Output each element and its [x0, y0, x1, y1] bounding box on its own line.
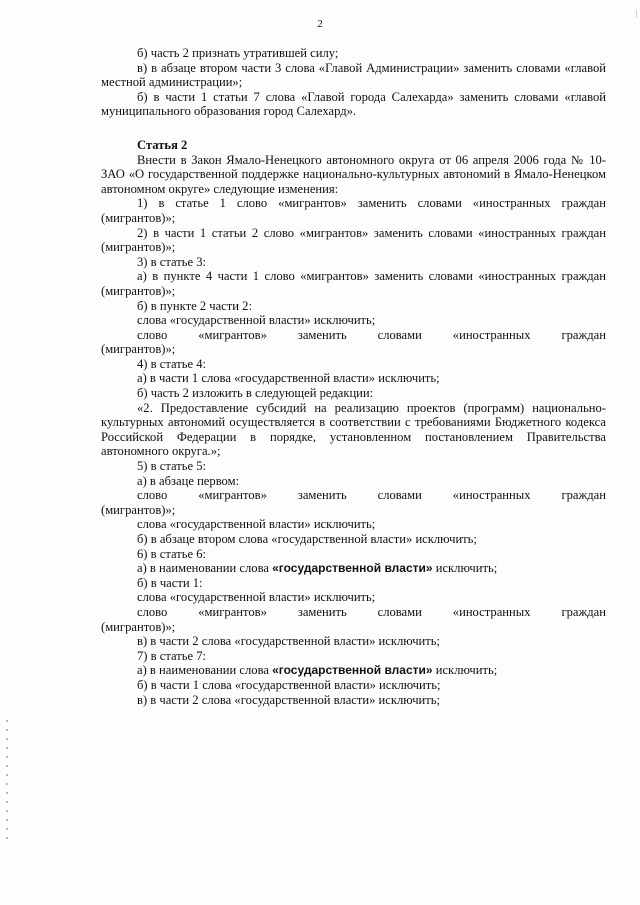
item-7a-post: исключить; [432, 663, 498, 678]
item-2: 2) в части 1 статьи 2 слово «мигрантов» заменить словами «иностранных граждан (мигрантов)»; [101, 225, 606, 255]
item-7a-bold: «государственной власти» [272, 663, 433, 678]
item-7b: б) в части 1 слова «государственной власти» исключить; [137, 677, 441, 692]
item-5a-1-end: (мигрантов)»; [101, 502, 176, 517]
word: «иностранных [452, 604, 531, 619]
word: граждан [561, 604, 606, 619]
item-1: 1) в статье 1 слово «мигрантов» заменить словами «иностранных граждан (мигрантов)»; [101, 196, 606, 225]
line-l1: б) часть 2 признать утратившей силу; [137, 46, 339, 60]
item-3b-2-end: (мигрантов)»; [101, 342, 176, 357]
item-7: 7) в статье 7: [137, 648, 207, 663]
word: «иностранных [452, 488, 531, 503]
item-5a-1-line [101, 488, 606, 503]
item-6b: б) в части 1: [137, 575, 203, 590]
word: словами [377, 488, 422, 503]
item-4: 4) в статье 4: [137, 356, 207, 371]
item-7a-pre: а) в наименовании слова [137, 663, 273, 678]
word: «мигрантов» [198, 488, 267, 503]
item-3: 3) в статье 3: [137, 254, 207, 269]
word: граждан [561, 327, 606, 342]
item-4b: б) часть 2 изложить в следующей редакции: [137, 386, 374, 401]
word: граждан [561, 488, 606, 503]
word: «мигрантов» [198, 604, 267, 619]
line-l3: б) в части 1 статьи 7 слова «Главой города Салехарда» заменить словами «главой муниципального образования город Салехард». [101, 89, 606, 119]
word: словами [377, 327, 422, 342]
word: заменить [297, 488, 347, 503]
item-6c: в) в части 2 слова «государственной власти» исключить; [137, 634, 441, 649]
item-6b-2-end: (мигрантов)»; [101, 619, 176, 634]
item-7a [101, 663, 606, 678]
item-6a [101, 561, 606, 576]
line-l2: в) в абзаце втором части 3 слова «Главой Администрации» заменить словами «главой местной администрации»; [101, 60, 606, 90]
item-5: 5) в статье 5: [137, 459, 207, 474]
scan-edge-mark [636, 10, 637, 18]
binding-margin-marks [6, 720, 8, 840]
word: слово [137, 327, 168, 342]
item-5a-2: слова «государственной власти» исключить; [137, 517, 376, 532]
item-3b: б) в пункте 2 части 2: [137, 298, 252, 313]
page-number: 2 [317, 18, 323, 30]
item-3b-1: слова «государственной власти» исключить; [137, 313, 376, 328]
item-6a-bold: «государственной власти» [272, 561, 433, 576]
word: «мигрантов» [198, 327, 267, 342]
word: словами [377, 604, 422, 619]
item-7c: в) в части 2 слова «государственной власти» исключить; [137, 692, 441, 707]
word: «иностранных [452, 327, 531, 342]
document-body [101, 46, 606, 707]
item-5b: б) в абзаце втором слова «государственной власти» исключить; [137, 532, 477, 546]
item-6b-2-line [101, 605, 606, 620]
item-6a-post: исключить; [432, 561, 498, 576]
item-3a: а) в пункте 4 части 1 слово «мигрантов» заменить словами «иностранных граждан (мигрантов)»; [101, 269, 606, 298]
item-4-quote: «2. Предоставление субсидий на реализацию проектов (программ) национально-культурных автономий осуществляется в соответствии с требованиями Бюджетного кодекса Российской Федерации в порядке, установленном постановлением Правительства автономного округа.»; [101, 400, 606, 459]
item-4a: а) в части 1 слова «государственной власти» исключить; [137, 371, 440, 386]
item-6b-1: слова «государственной власти» исключить; [137, 590, 376, 605]
item-5a: а) в абзаце первом: [137, 473, 240, 488]
item-6a-pre: а) в наименовании слова [137, 561, 273, 576]
word: заменить [297, 604, 347, 619]
article-heading: Статья 2 [137, 137, 188, 152]
item-6: 6) в статье 6: [137, 546, 207, 561]
word: слово [137, 488, 168, 503]
article-intro: Внести в Закон Ямало-Ненецкого автономного округа от 06 апреля 2006 года № 10-ЗАО «О государственной поддержке национально-культурных автономий в Ямало-Ненецком автономном округе» следующие изменения: [101, 152, 606, 196]
word: слово [137, 604, 168, 619]
word: заменить [297, 327, 347, 342]
item-3b-2-line [101, 328, 606, 343]
